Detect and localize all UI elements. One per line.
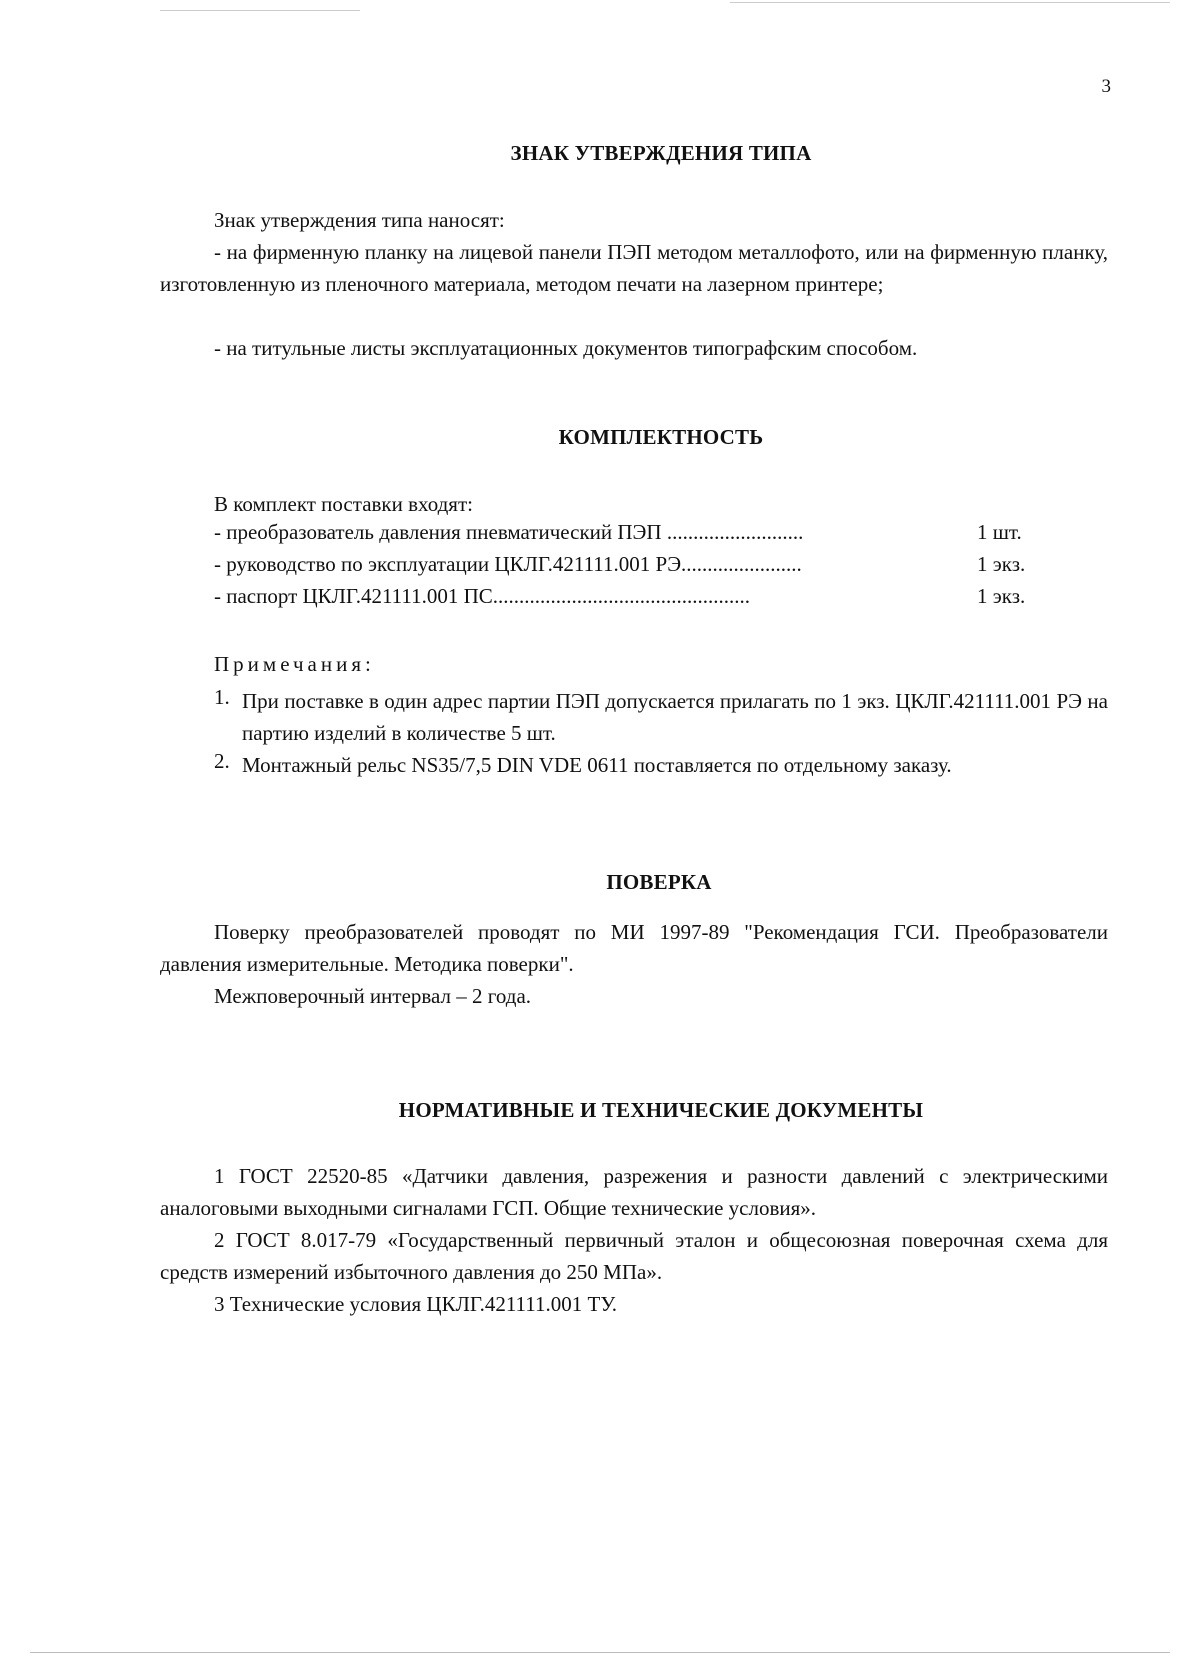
completeness-item-qty: 1 экз. [977,552,1026,576]
approval-item-1: - на фирменную планку на лицевой панели ПЭП методом металлофото, или на фирменную планку, изготовленную из пленочного материала, методом печати на лазерном принтере; [160,240,1108,296]
scan-artifact-top [160,10,360,11]
approval-item-2: - на титульные листы эксплуатационных документов типографским способом. [214,336,918,360]
verification-interval: Межповерочный интервал – 2 года. [214,984,532,1008]
scan-artifact-bottom [30,1652,1170,1653]
notes-title: Примечания: [214,652,375,676]
note-text: Монтажный рельс NS35/7,5 DIN VDE 0611 поставляется по отдельному заказу. [242,753,952,777]
completeness-row [214,552,1034,584]
section-title-completeness: КОМПЛЕКТНОСТЬ [558,425,764,449]
note-number: 2. [214,749,230,773]
completeness-row [214,584,1034,616]
page-number: 3 [1101,76,1111,97]
normative-doc-item: 2 ГОСТ 8.017-79 «Государственный первичный эталон и общесоюзная поверочная схема для средств измерений избыточного давления до 250 МПа». [160,1228,1108,1284]
note-number: 1. [214,685,230,709]
completeness-row [214,520,1034,552]
normative-doc-item: 3 Технические условия ЦКЛГ.421111.001 ТУ. [214,1292,618,1316]
note-text: При поставке в один адрес партии ПЭП допускается прилагать по 1 экз. ЦКЛГ.421111.001 РЭ на партию изделий в количестве 5 шт. [242,689,1108,745]
completeness-intro: В комплект поставки входят: [214,492,473,516]
approval-intro: Знак утверждения типа наносят: [214,208,505,232]
verification-text: Поверку преобразователей проводят по МИ 1997-89 "Рекомендация ГСИ. Преобразователи давления измерительные. Методика поверки". [160,920,1108,976]
normative-doc-item: 1 ГОСТ 22520-85 «Датчики давления, разрежения и разности давлений с электрическими аналоговыми выходными сигналами ГСП. Общие технические условия». [160,1164,1108,1220]
completeness-item-label: - паспорт ЦКЛГ.421111.001 ПС................................................. [214,584,751,608]
completeness-item-qty: 1 экз. [977,584,1026,608]
completeness-item-qty: 1 шт. [977,520,1022,544]
section-title-approval-mark: ЗНАК УТВЕРЖДЕНИЯ ТИПА [510,141,812,165]
completeness-item-label: - руководство по эксплуатации ЦКЛГ.421111.001 РЭ....................... [214,552,802,576]
section-title-normative-docs: НОРМАТИВНЫЕ И ТЕХНИЧЕСКИЕ ДОКУМЕНТЫ [398,1098,924,1122]
completeness-item-label: - преобразователь давления пневматический ПЭП .......................... [214,520,804,544]
section-title-verification: ПОВЕРКА [606,870,712,894]
scan-artifact-top-right [730,2,1170,3]
